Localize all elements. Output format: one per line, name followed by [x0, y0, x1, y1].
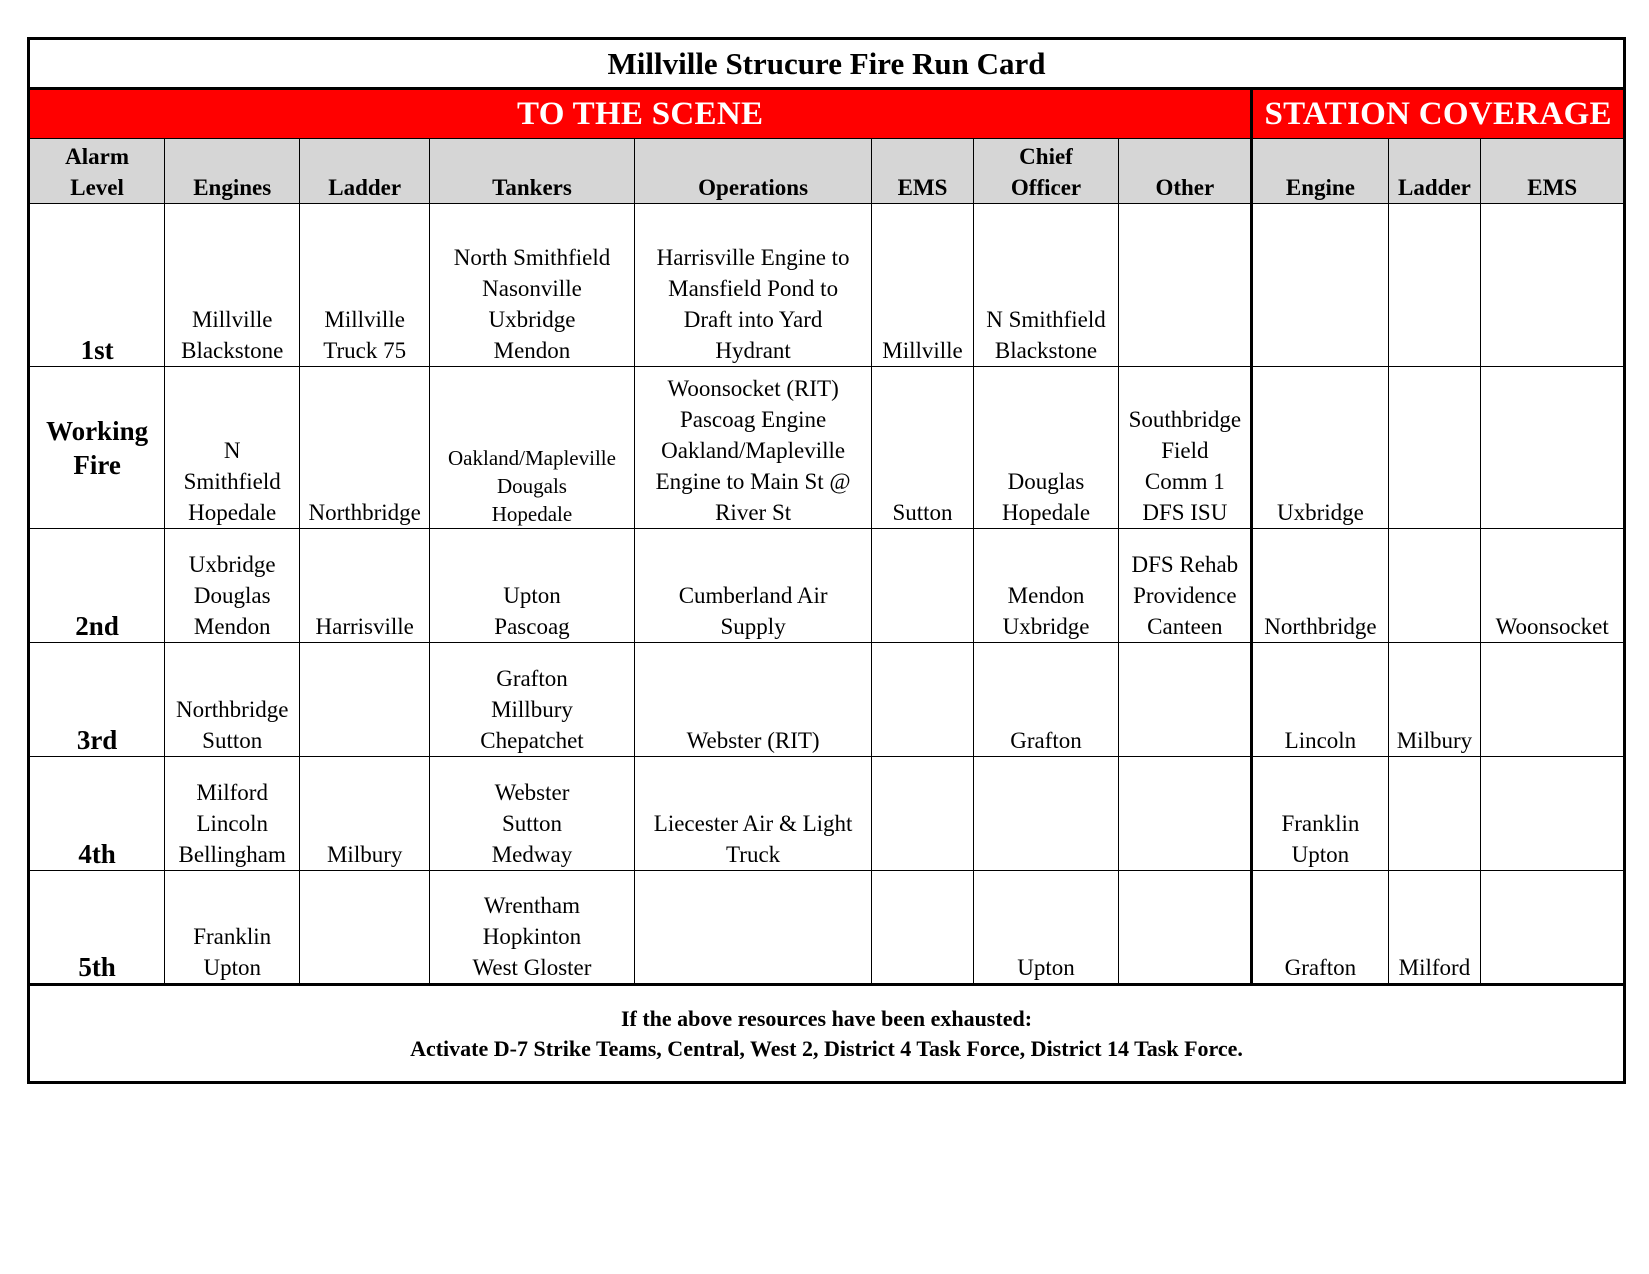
- col-header-engines: Engines: [165, 139, 300, 204]
- col-header-operations: Operations: [634, 139, 872, 204]
- col-header-coverage-ladder: Ladder: [1388, 139, 1481, 204]
- table-cell: [1481, 757, 1625, 871]
- table-cell: Douglas Hopedale: [973, 367, 1119, 529]
- table-row: [29, 529, 1625, 643]
- table-cell: Franklin Upton: [165, 871, 300, 985]
- alarm-level-cell: 4th: [29, 757, 165, 871]
- footer-note: [29, 985, 1625, 1083]
- col-header-other: Other: [1119, 139, 1252, 204]
- table-cell: Northbridge: [1252, 529, 1388, 643]
- table-cell: Lincoln: [1252, 643, 1388, 757]
- alarm-level-cell: 2nd: [29, 529, 165, 643]
- table-cell: Uxbridge Douglas Mendon: [165, 529, 300, 643]
- col-header-coverage-ems: EMS: [1481, 139, 1625, 204]
- table-row: [29, 757, 1625, 871]
- table-cell: [973, 757, 1119, 871]
- col-header-ems: EMS: [872, 139, 973, 204]
- table-cell: [634, 871, 872, 985]
- table-cell: Harrisville: [300, 529, 430, 643]
- run-card-table: [27, 37, 1626, 1084]
- table-cell: [1388, 367, 1481, 529]
- table-cell: [1481, 204, 1625, 367]
- col-header-alarm-level: Alarm Level: [29, 139, 165, 204]
- col-header-ladder: Ladder: [300, 139, 430, 204]
- table-cell: Wrentham Hopkinton West Gloster: [430, 871, 635, 985]
- table-cell: Millville Blackstone: [165, 204, 300, 367]
- table-cell: DFS Rehab Providence Canteen: [1119, 529, 1252, 643]
- table-cell: [1388, 204, 1481, 367]
- table-cell: Cumberland Air Supply: [634, 529, 872, 643]
- table-cell: Grafton Millbury Chepatchet: [430, 643, 635, 757]
- table-cell: Woonsocket: [1481, 529, 1625, 643]
- table-row: [29, 643, 1625, 757]
- table-cell: [300, 871, 430, 985]
- table-cell: Southbridge Field Comm 1 DFS ISU: [1119, 367, 1252, 529]
- table-cell: Northbridge Sutton: [165, 643, 300, 757]
- table-row: [29, 871, 1625, 985]
- table-cell: [1119, 643, 1252, 757]
- table-cell: Millville: [872, 204, 973, 367]
- table-cell: [872, 757, 973, 871]
- table-cell: [1388, 529, 1481, 643]
- alarm-level-cell: Working Fire: [29, 367, 165, 529]
- table-cell: [300, 643, 430, 757]
- table-cell: [1119, 871, 1252, 985]
- table-cell: Harrisville Engine to Mansfield Pond to Draft into Yard Hydrant: [634, 204, 872, 367]
- footer-line-1: If the above resources have been exhausted:: [620, 1005, 1033, 1031]
- table-cell: [1388, 757, 1481, 871]
- table-cell: Northbridge: [300, 367, 430, 529]
- table-cell: Milbury: [300, 757, 430, 871]
- table-cell: Liecester Air & Light Truck: [634, 757, 872, 871]
- table-cell: Grafton: [1252, 871, 1388, 985]
- table-cell: [1119, 204, 1252, 367]
- table-cell: [1481, 871, 1625, 985]
- table-cell: Milford Lincoln Bellingham: [165, 757, 300, 871]
- table-cell: [1252, 204, 1388, 367]
- to-the-scene-band: TO THE SCENE: [29, 89, 1252, 139]
- table-row: [29, 204, 1625, 367]
- table-cell: [872, 529, 973, 643]
- station-coverage-band: STATION COVERAGE: [1252, 89, 1625, 139]
- table-cell: Oakland/Mapleville Dougals Hopedale: [430, 367, 635, 529]
- table-cell: Milford: [1388, 871, 1481, 985]
- alarm-level-cell: 5th: [29, 871, 165, 985]
- footer-line-2: Activate D-7 Strike Teams, Central, West 2, District 4 Task Force, District 14 Task Force.: [410, 1035, 1243, 1061]
- table-cell: Franklin Upton: [1252, 757, 1388, 871]
- col-header-tankers: Tankers: [430, 139, 635, 204]
- table-cell: [1481, 643, 1625, 757]
- table-cell: [1481, 367, 1625, 529]
- table-cell: Upton Pascoag: [430, 529, 635, 643]
- table-cell: [872, 871, 973, 985]
- table-cell: Webster Sutton Medway: [430, 757, 635, 871]
- alarm-level-cell: 3rd: [29, 643, 165, 757]
- table-cell: Webster (RIT): [634, 643, 872, 757]
- table-cell: [1119, 757, 1252, 871]
- table-cell: N Smithfield Hopedale: [165, 367, 300, 529]
- table-cell: Upton: [973, 871, 1119, 985]
- table-row: [29, 367, 1625, 529]
- table-cell: [872, 643, 973, 757]
- col-header-chief-officer: Chief Officer: [973, 139, 1119, 204]
- column-header-row: [29, 139, 1625, 204]
- page-title: Millville Strucure Fire Run Card: [29, 39, 1625, 89]
- table-cell: North Smithfield Nasonville Uxbridge Mendon: [430, 204, 635, 367]
- table-cell: Milbury: [1388, 643, 1481, 757]
- table-cell: Woonsocket (RIT) Pascoag Engine Oakland/Mapleville Engine to Main St @ River St: [634, 367, 872, 529]
- alarm-level-cell: 1st: [29, 204, 165, 367]
- table-cell: Sutton: [872, 367, 973, 529]
- table-cell: Millville Truck 75: [300, 204, 430, 367]
- table-cell: Grafton: [973, 643, 1119, 757]
- col-header-coverage-engine: Engine: [1252, 139, 1388, 204]
- table-cell: N Smithfield Blackstone: [973, 204, 1119, 367]
- table-cell: Uxbridge: [1252, 367, 1388, 529]
- table-cell: Mendon Uxbridge: [973, 529, 1119, 643]
